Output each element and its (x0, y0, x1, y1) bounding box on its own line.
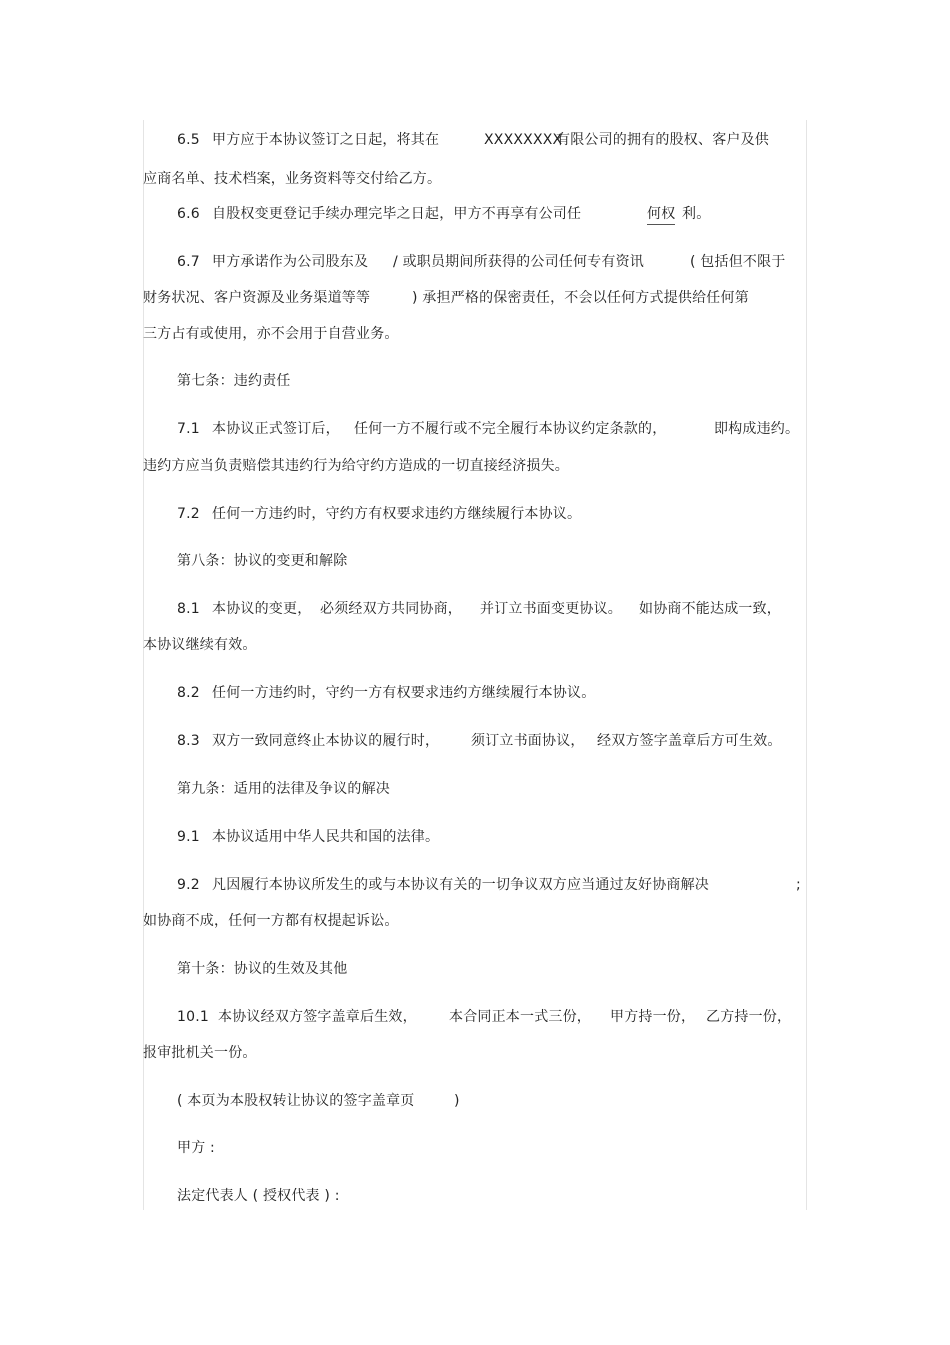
clause-text: 须订立书面协议， (471, 733, 585, 749)
clause-text: 任何一方违约时，守约方有权要求违约方继续履行本协议。 (212, 506, 582, 522)
clause-text: 违约方应当负责赔偿其违约行为给守约方造成的一切直接经济损失。 (143, 458, 569, 474)
clause-number: 10.1 (177, 1009, 209, 1025)
clause-text: 有限公司的拥有的股权、客户及供 (556, 132, 769, 148)
clause-text: 应商名单、技术档案，业务资料等交付给乙方。 (143, 171, 442, 187)
clause-number: 9.2 (177, 877, 200, 893)
clause-text: ; (796, 877, 801, 893)
clause-text: 如协商不能达成一致， (639, 601, 781, 617)
clause-number: 6.6 (177, 206, 200, 222)
clause-text: 并订立书面变更协议。 (480, 601, 622, 617)
underlined-text: 何权 (647, 205, 675, 225)
clause-text: / 或职员期间所获得的公司任何专有资讯 (393, 254, 644, 270)
signature-page-note: ) (454, 1093, 460, 1109)
clause-text: ) 承担严格的保密责任，不会以任何方式提供给任何第 (412, 290, 749, 306)
clause-number: 6.5 (177, 132, 200, 148)
clause-number: 7.1 (177, 421, 200, 437)
clause-text: 三方占有或使用，亦不会用于自营业务。 (143, 326, 399, 342)
clause-number: 8.1 (177, 601, 200, 617)
clause-text: 本协议的变更， (212, 601, 312, 617)
clause-number: 9.1 (177, 829, 200, 845)
clause-text: 任何一方违约时，守约一方有权要求违约方继续履行本协议。 (212, 685, 596, 701)
article-heading: 第八条：协议的变更和解除 (177, 553, 348, 569)
clause-text: 利。 (682, 206, 711, 222)
legal-representative-label: 法定代表人 ( 授权代表 ) : (177, 1188, 340, 1204)
clause-text: 任何一方不履行或不完全履行本协议约定条款的， (354, 421, 667, 437)
clause-text: 自股权变更登记手续办理完毕之日起，甲方不再享有公司任 (212, 206, 582, 222)
clause-text: 报审批机关一份。 (143, 1045, 257, 1061)
clause-text: 甲方承诺作为公司股东及 (212, 254, 369, 270)
clause-number: 8.3 (177, 733, 200, 749)
company-placeholder: XXXXXXXX (484, 132, 563, 148)
clause-number: 6.7 (177, 254, 200, 270)
article-heading: 第十条：协议的生效及其他 (177, 961, 348, 977)
right-margin-line (806, 120, 807, 1210)
clause-text: 必须经双方共同协商， (320, 601, 462, 617)
clause-text: 本协议适用中华人民共和国的法律。 (212, 829, 440, 845)
clause-text: 凡因履行本协议所发生的或与本协议有关的一切争议双方应当通过友好协商解决 (212, 877, 709, 893)
clause-text: 本协议经双方签字盖章后生效， (218, 1009, 417, 1025)
clause-text: 经双方签字盖章后方可生效。 (597, 733, 782, 749)
party-a-label: 甲方 : (177, 1140, 215, 1156)
clause-text: 本协议正式签订后， (212, 421, 340, 437)
clause-text: 即构成违约。 (714, 421, 800, 437)
clause-text: 如协商不成，任何一方都有权提起诉讼。 (143, 913, 399, 929)
clause-text: 财务状况、客户资源及业务渠道等等 (143, 290, 371, 306)
article-heading: 第九条：适用的法律及争议的解决 (177, 781, 390, 797)
clause-text: 本合同正本一式三份， (449, 1009, 591, 1025)
clause-text: 甲方持一份， (610, 1009, 696, 1025)
clause-text: 甲方应于本协议签订之日起，将其在 (212, 132, 440, 148)
clause-number: 8.2 (177, 685, 200, 701)
clause-number: 7.2 (177, 506, 200, 522)
article-heading: 第七条：违约责任 (177, 373, 291, 389)
clause-text: ( 包括但不限于 (690, 254, 786, 270)
clause-text: 双方一致同意终止本协议的履行时， (212, 733, 440, 749)
signature-page-note: ( 本页为本股权转让协议的签字盖章页 (177, 1093, 415, 1109)
clause-text: 本协议继续有效。 (143, 637, 257, 653)
clause-text: 乙方持一份， (706, 1009, 792, 1025)
